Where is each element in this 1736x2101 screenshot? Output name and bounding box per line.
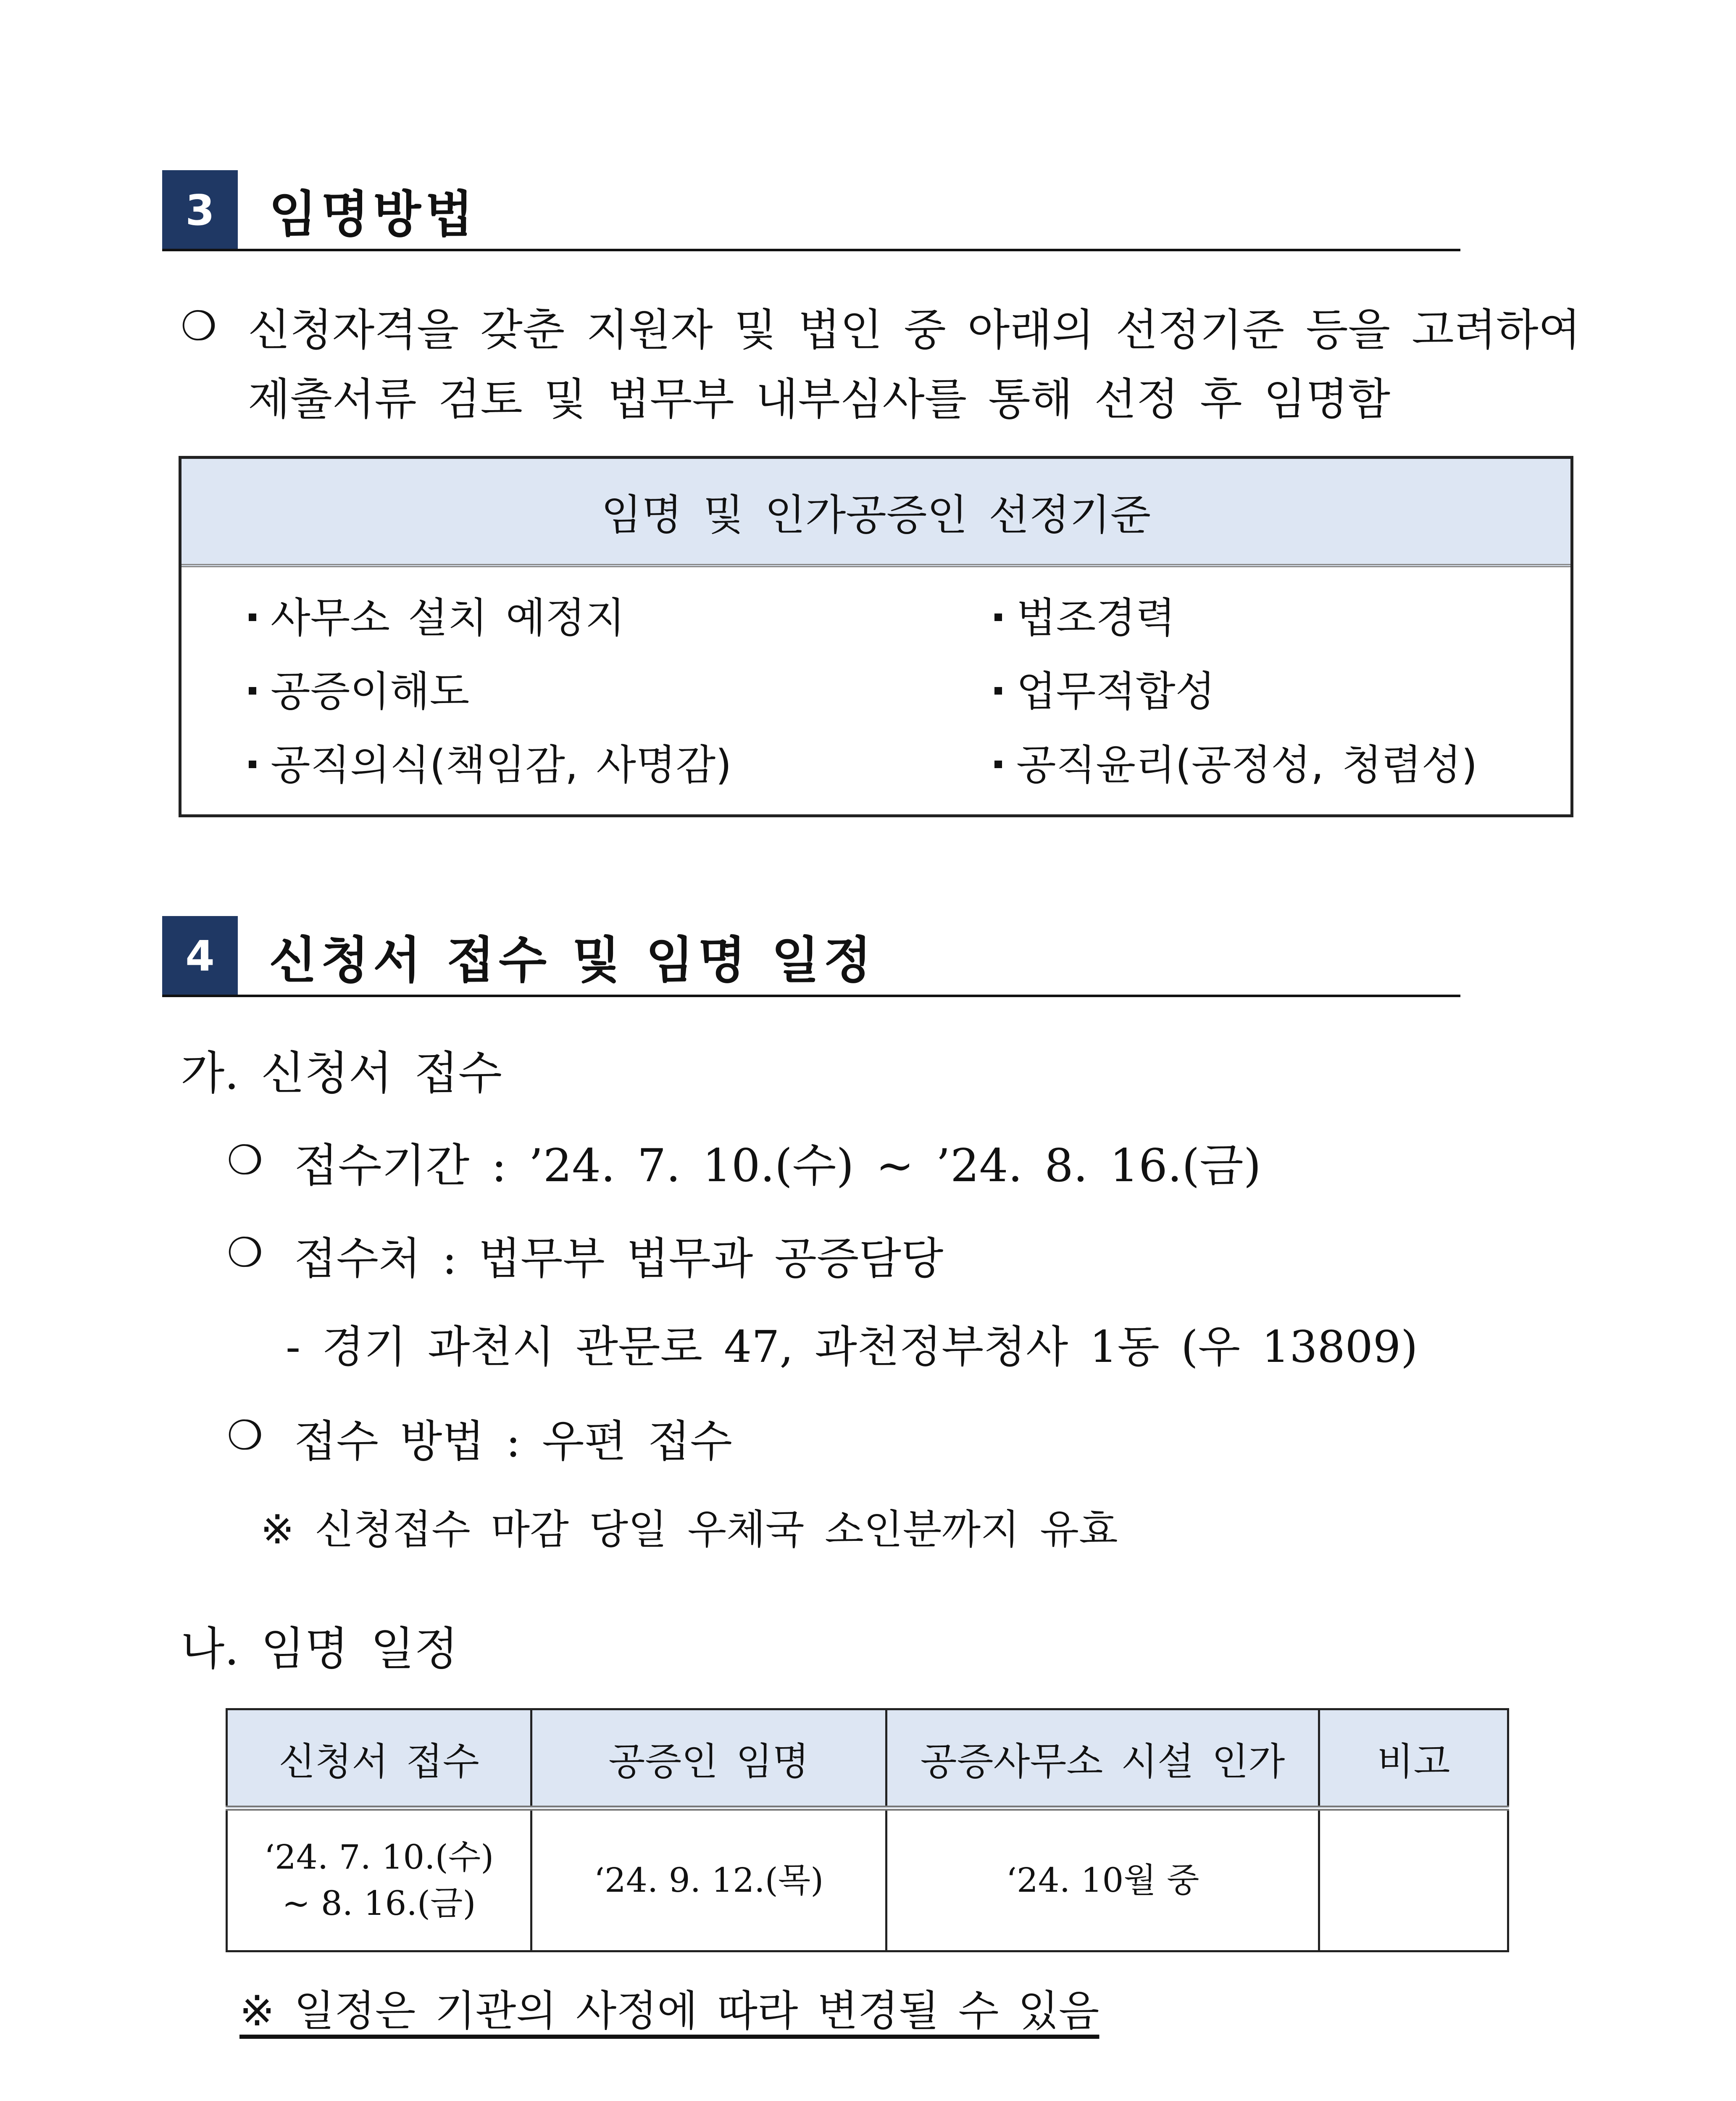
square-bullet-icon — [994, 687, 1002, 695]
circle-bullet-icon: ❍ — [227, 1412, 263, 1459]
remarks-cell — [1319, 1808, 1508, 1951]
application-method-note: ※ 신청접수 마감 당일 우체국 소인분까지 유효 — [260, 1506, 1118, 1553]
section-4-number: 4 — [162, 916, 238, 996]
application-address: - 경기 과천시 관문로 47, 과천정부청사 1동 (우 13809) — [286, 1321, 1418, 1372]
table-header-cell: 신청서 접수 — [227, 1709, 531, 1809]
circle-bullet-icon: ❍ — [181, 303, 217, 350]
criteria-item: 공증이해도 — [249, 658, 469, 718]
table-row — [227, 1808, 1508, 1951]
section-3-title: 임명방법 — [269, 185, 477, 243]
application-place: 접수처 : 법무부 법무과 공증담당 — [294, 1233, 944, 1284]
criteria-item: 사무소 설치 예정지 — [249, 585, 625, 644]
application-method: 접수 방법 : 우편 접수 — [294, 1416, 732, 1467]
schedule-table — [226, 1708, 1509, 1952]
receipt-period-cell — [227, 1808, 531, 1951]
criteria-header: 임명 및 인가공증인 선정기준 — [181, 459, 1570, 567]
section-4-title: 신청서 접수 및 임명 일정 — [269, 931, 876, 989]
criteria-item: 법조경력 — [994, 585, 1176, 644]
section-3-paragraph-line1: 신청자격을 갖춘 지원자 및 법인 중 아래의 선정기준 등을 고려하여 — [248, 304, 1581, 355]
circle-bullet-icon: ❍ — [227, 1137, 263, 1184]
subsection-b-title: 나. 임명 일정 — [181, 1623, 458, 1675]
receipt-period-line1: ‘24. 7. 10.(수) — [264, 1838, 494, 1877]
application-period: 접수기간 : ’24. 7. 10.(수) ~ ’24. 8. 16.(금) — [294, 1140, 1261, 1192]
table-header-cell: 공증인 임명 — [531, 1709, 886, 1809]
criteria-item: 공직윤리(공정성, 청렴성) — [994, 732, 1477, 791]
criteria-item: 업무적합성 — [994, 658, 1215, 718]
approval-date-cell: ‘24. 10월 중 — [886, 1808, 1319, 1951]
table-header-row — [227, 1709, 1508, 1809]
receipt-period-line2: ~ 8. 16.(금) — [282, 1884, 476, 1923]
square-bullet-icon — [249, 687, 256, 695]
schedule-change-note: ※ 일정은 기관의 사정에 따라 변경될 수 있음 — [239, 1986, 1099, 2035]
section-4-divider — [162, 995, 1460, 997]
appointment-date-cell: ‘24. 9. 12.(목) — [531, 1808, 886, 1951]
criteria-item: 공직의식(책임감, 사명감) — [249, 732, 731, 791]
section-3-paragraph-line2: 제출서류 검토 및 법무부 내부심사를 통해 선정 후 임명함 — [248, 374, 1391, 425]
square-bullet-icon — [994, 761, 1002, 768]
subsection-a-title: 가. 신청서 접수 — [181, 1047, 502, 1100]
criteria-box — [179, 456, 1573, 817]
table-header-cell: 공증사무소 시설 인가 — [886, 1709, 1319, 1809]
circle-bullet-icon: ❍ — [227, 1229, 263, 1276]
square-bullet-icon — [249, 761, 256, 768]
square-bullet-icon — [249, 613, 256, 621]
table-header-cell: 비고 — [1319, 1709, 1508, 1809]
square-bullet-icon — [994, 613, 1002, 621]
section-3-number: 3 — [162, 170, 238, 250]
section-3-divider — [162, 249, 1460, 251]
